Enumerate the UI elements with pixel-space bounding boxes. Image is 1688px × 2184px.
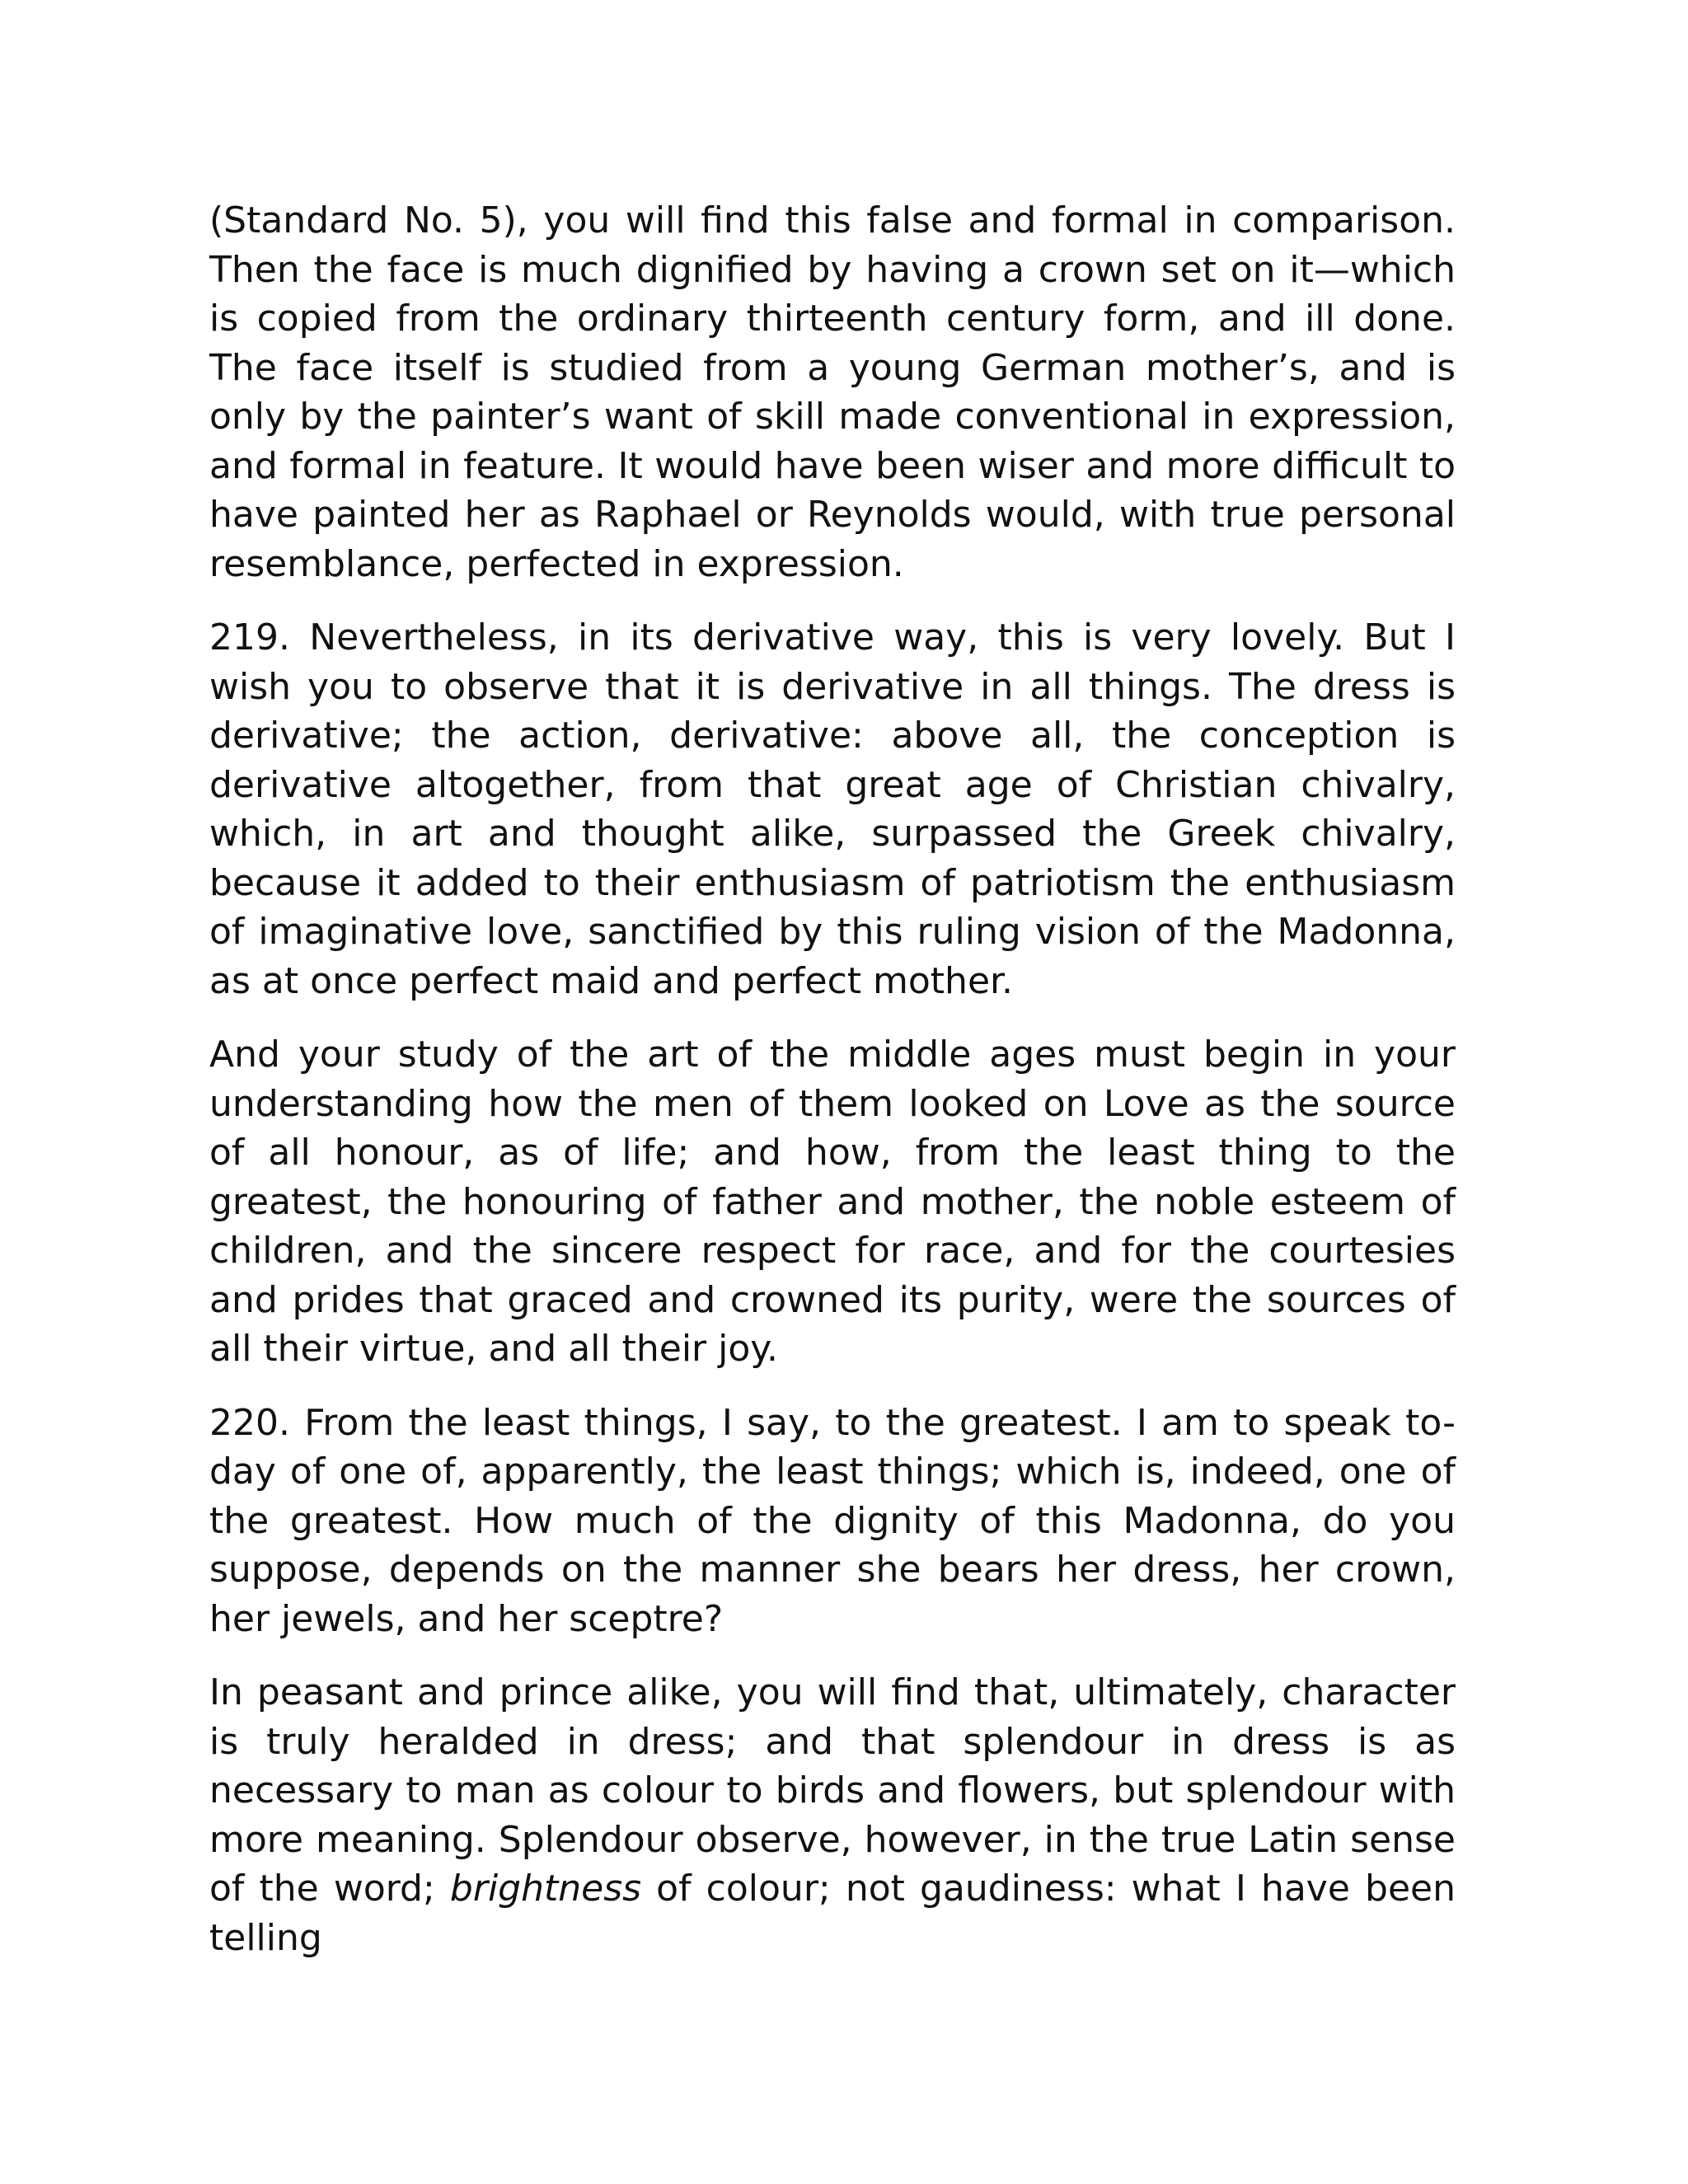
- paragraph-3: And your study of the art of the middle ages must begin in your understanding how the men of them looked on Love as the source of all honour, as of life; and how, from the least thing to the greatest, the honouring of father and mother, the noble esteem of children, and the sincere respect for race, and for the courtesies and prides that graced and crowned its purity, were the sources of all their virtue, and all their joy.: [209, 1033, 1456, 1370]
- page-text: [209, 196, 1456, 1987]
- paragraph-1: (Standard No. 5), you will find this false and formal in comparison. Then the face is much dignified by having a crown set on it—which is copied from the ordinary thirteenth century form, and ill done. The face itself is studied from a young German mother’s, and is only by the painter’s want of skill made conventional in expression, and formal in feature. It would have been wiser and more difficult to have painted her as Raphael or Reynolds would, with true personal resemblance, perfected in expression.: [209, 199, 1456, 585]
- paragraph-5: [209, 1668, 1456, 1962]
- paragraph-5-text-start: In peasant and prince alike, you will find that, ultimately, character is truly heralded in dress; and that splendour in dress is as necessary to man as colour to birds and flowers, but splendour with more meaning. Splendour observe, however, in the true Latin sense of the word;: [209, 1671, 1456, 1910]
- italic-word: brightness: [449, 1868, 642, 1910]
- paragraph-5-text-end: of colour; not gaudiness: what I have been telling: [209, 1868, 1456, 1959]
- paragraph-2: 219. Nevertheless, in its derivative way, this is very lovely. But I wish you to observe that it is derivative in all things. The dress is derivative; the action, derivative: above all, the conception is derivative altogether, from that great age of Christian chivalry, which, in art and thought alike, surpassed the Greek chivalry, because it added to their enthusiasm of patriotism the enthusiasm of imaginative love, sanctified by this ruling vision of the Madonna, as at once perfect maid and perfect mother.: [209, 616, 1456, 1002]
- paragraph-4: 220. From the least things, I say, to the greatest. I am to speak to-day of one of, apparently, the least things; which is, indeed, one of the greatest. How much of the dignity of this Madonna, do you suppose, depends on the manner she bears her dress, her crown, her jewels, and her sceptre?: [209, 1401, 1456, 1640]
